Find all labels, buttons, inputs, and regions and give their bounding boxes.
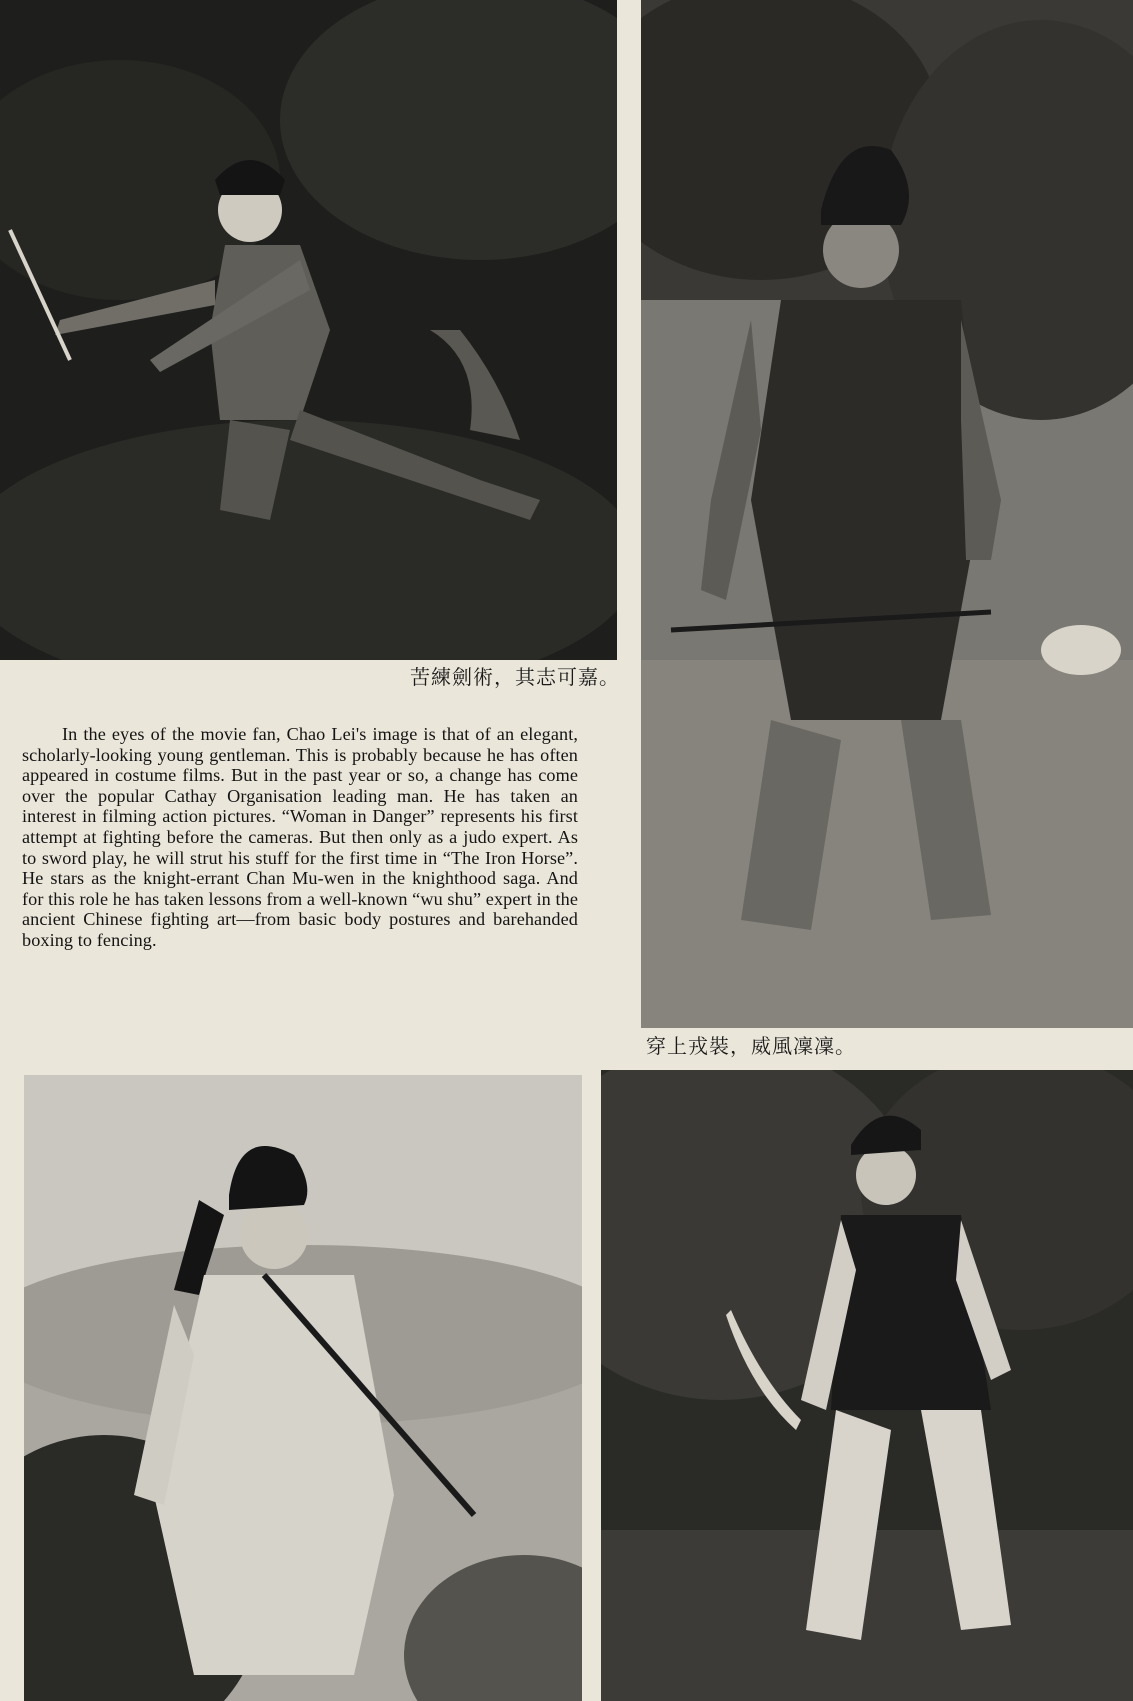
photo-standing-swordsman <box>641 0 1133 1028</box>
photo-saber-swordsman <box>601 1070 1133 1701</box>
photo-crouching-swordsman <box>0 0 617 660</box>
swordsman-crouching-photo-icon <box>0 0 617 660</box>
swordsman-standing-photo-icon <box>641 0 1133 1028</box>
photo-white-robe-swordsman <box>24 1075 582 1701</box>
photo-caption-top-left: 苦練劍術，其志可嘉。 <box>410 665 620 689</box>
photo-caption-top-right: 穿上戎裝，威風凜凜。 <box>646 1034 856 1058</box>
swordsman-white-robe-photo-icon <box>24 1075 582 1701</box>
article-body: In the eyes of the movie fan, Chao Lei's image is that of an elegant, scholarly-looking young gentleman. This is probably because he has often appeared in costume films. But in the past year or so, a change has come over the popular Cathay Organisation leading man. He has taken an interest in filming action pictures. “Woman in Danger” represents his first attempt at fighting before the cameras. But then only as a judo expert. As to sword play, he will strut his stuff for the first time in “The Iron Horse”. He stars as the knight-errant Chan Mu-wen in the knighthood saga. And for this role he has taken lessons from a well-known “wu shu” expert in the ancient Chinese fighting art—from basic body postures and barehanded boxing to fencing. <box>22 724 579 950</box>
swordsman-saber-photo-icon <box>601 1070 1133 1701</box>
